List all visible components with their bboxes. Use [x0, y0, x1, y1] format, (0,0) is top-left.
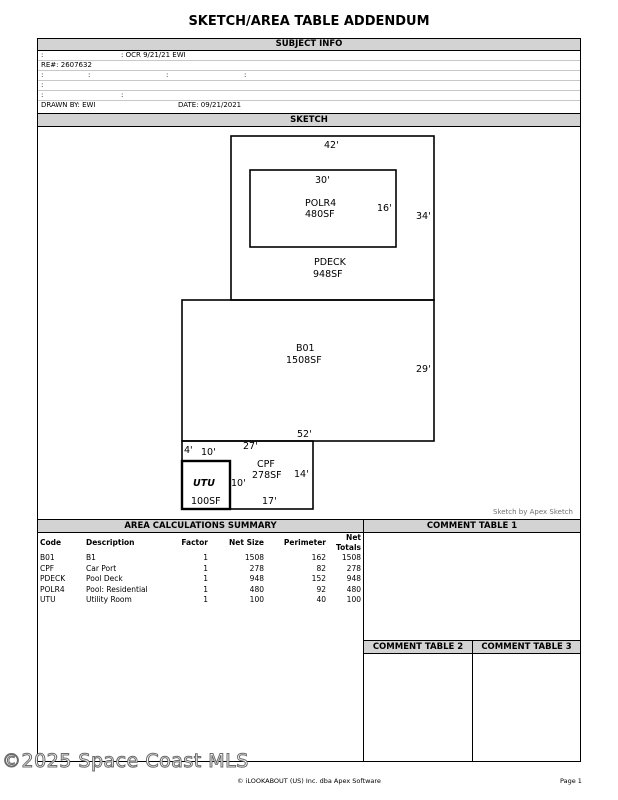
b01-name: B01	[296, 343, 315, 354]
copyright-footer: © iLOOKABOUT (US) Inc. dba Apex Software	[237, 777, 381, 785]
b01-bottom-dimension: 52'	[297, 429, 312, 440]
comment-table-1	[364, 520, 580, 533]
cell-net-size: 948	[249, 574, 264, 583]
subject-re-number: RE#: 2607632	[41, 61, 92, 69]
drawn-by: DRAWN BY: EWI	[41, 101, 96, 109]
cell-net-size: 278	[249, 563, 264, 573]
polr-name: POLR4	[305, 198, 337, 209]
cell-description: Utility Room	[86, 595, 132, 604]
cell-description: Car Port	[86, 563, 117, 573]
column-header: Code	[40, 538, 62, 547]
cell-perimeter: 92	[316, 584, 326, 594]
cpf-area: 278SF	[252, 470, 282, 481]
cell-perimeter: 162	[311, 553, 326, 562]
page-title: SKETCH/AREA TABLE ADDENDUM	[188, 14, 430, 29]
column-header: Factor	[181, 538, 208, 547]
subject-row5-col1: :	[41, 91, 44, 99]
pdeck-area: 948SF	[313, 269, 343, 280]
cell-net-total: 1508	[341, 553, 361, 562]
cpf-bottom-dimension: 17'	[262, 496, 277, 507]
comment-table-1-title: COMMENT TABLE 1	[364, 520, 580, 533]
cell-description: B1	[86, 553, 96, 562]
polr-area: 480SF	[305, 209, 335, 220]
comment-table-3	[473, 641, 580, 654]
cell-net-total: 480	[346, 584, 361, 594]
subject-row3-col1: :	[41, 71, 44, 79]
cell-code: B01	[40, 553, 55, 562]
cpf-name: CPF	[257, 459, 275, 470]
cell-code: PDECK	[40, 574, 66, 583]
comment-tables-2-3	[364, 640, 580, 652]
subject-row1-col1: :	[41, 51, 44, 59]
b01-side-dimension: 29'	[416, 364, 431, 375]
utu-left-dimension: 4'	[184, 445, 193, 456]
cell-net-size: 1508	[244, 553, 264, 562]
column-header: Perimeter	[283, 538, 326, 547]
cell-factor: 1	[203, 584, 208, 594]
sketch-bar: SKETCH	[38, 114, 580, 126]
comment-table-2-title: COMMENT TABLE 2	[364, 641, 472, 654]
table-row	[38, 595, 363, 606]
table-row	[38, 553, 363, 564]
subject-row4-col1: :	[41, 81, 44, 89]
cpf-side-dimension: 14'	[294, 469, 309, 480]
sketch-date: DATE: 09/21/2021	[178, 101, 242, 109]
cell-net-total: 278	[346, 563, 361, 573]
cell-factor: 1	[203, 563, 208, 573]
cell-factor: 1	[203, 553, 208, 562]
polr-top-dimension: 30'	[315, 175, 330, 186]
subject-row3-col3: :	[166, 71, 169, 79]
subject-row5-col2: :	[121, 91, 124, 99]
table-header-row	[38, 533, 363, 553]
cell-net-size: 480	[249, 584, 264, 594]
column-header: Net Size	[229, 538, 264, 547]
cell-net-total: 948	[346, 574, 361, 583]
utu-area: 100SF	[191, 496, 221, 507]
sketch-credit: Sketch by Apex Sketch	[493, 508, 573, 516]
subject-row3-col2: :	[88, 71, 91, 79]
comment-table-2	[364, 641, 472, 654]
table-row	[38, 574, 363, 585]
cell-code: UTU	[40, 595, 56, 604]
cell-perimeter: 152	[311, 574, 326, 583]
cell-net-size: 100	[249, 595, 264, 604]
subject-info-bar: SUBJECT INFO	[38, 39, 580, 50]
pdeck-side-dimension: 34'	[416, 211, 431, 222]
area-summary-table	[38, 533, 363, 606]
cpf-top-dimension: 27'	[243, 441, 258, 452]
cell-net-total: 100	[346, 595, 361, 604]
table-row	[38, 585, 363, 596]
area-summary-bar: AREA CALCULATIONS SUMMARY	[38, 520, 363, 533]
pdeck-name: PDECK	[314, 257, 346, 268]
cell-factor: 1	[203, 574, 208, 583]
cell-perimeter: 40	[316, 595, 326, 604]
column-header: Net Totals	[336, 533, 361, 552]
comment-2-3-divider	[472, 641, 473, 762]
comment-table-3-title: COMMENT TABLE 3	[473, 641, 580, 654]
subject-row3-col4: :	[244, 71, 247, 79]
area-summary-section	[38, 520, 363, 606]
pdeck-top-dimension: 42'	[324, 140, 339, 151]
mls-watermark: ©2025 Space Coast MLS	[2, 750, 249, 772]
column-header: Description	[86, 538, 135, 547]
cell-perimeter: 82	[316, 563, 326, 573]
polr-side-dimension: 16'	[377, 203, 392, 214]
cell-factor: 1	[203, 595, 208, 604]
page-number: Page 1	[560, 777, 582, 785]
utu-side-dimension: 10'	[231, 478, 246, 489]
cell-description: Pool Deck	[86, 574, 123, 583]
b01-area: 1508SF	[286, 355, 322, 366]
cell-description: Pool: Residential	[86, 584, 148, 594]
cell-code: POLR4	[40, 584, 65, 594]
utu-name: UTU	[193, 478, 215, 489]
table-row	[38, 564, 363, 575]
b01-outline	[182, 300, 434, 441]
cell-code: CPF	[40, 563, 55, 573]
subject-row1-col2: : OCR 9/21/21 EWI	[121, 51, 186, 59]
utu-top-dimension: 10'	[201, 447, 216, 458]
